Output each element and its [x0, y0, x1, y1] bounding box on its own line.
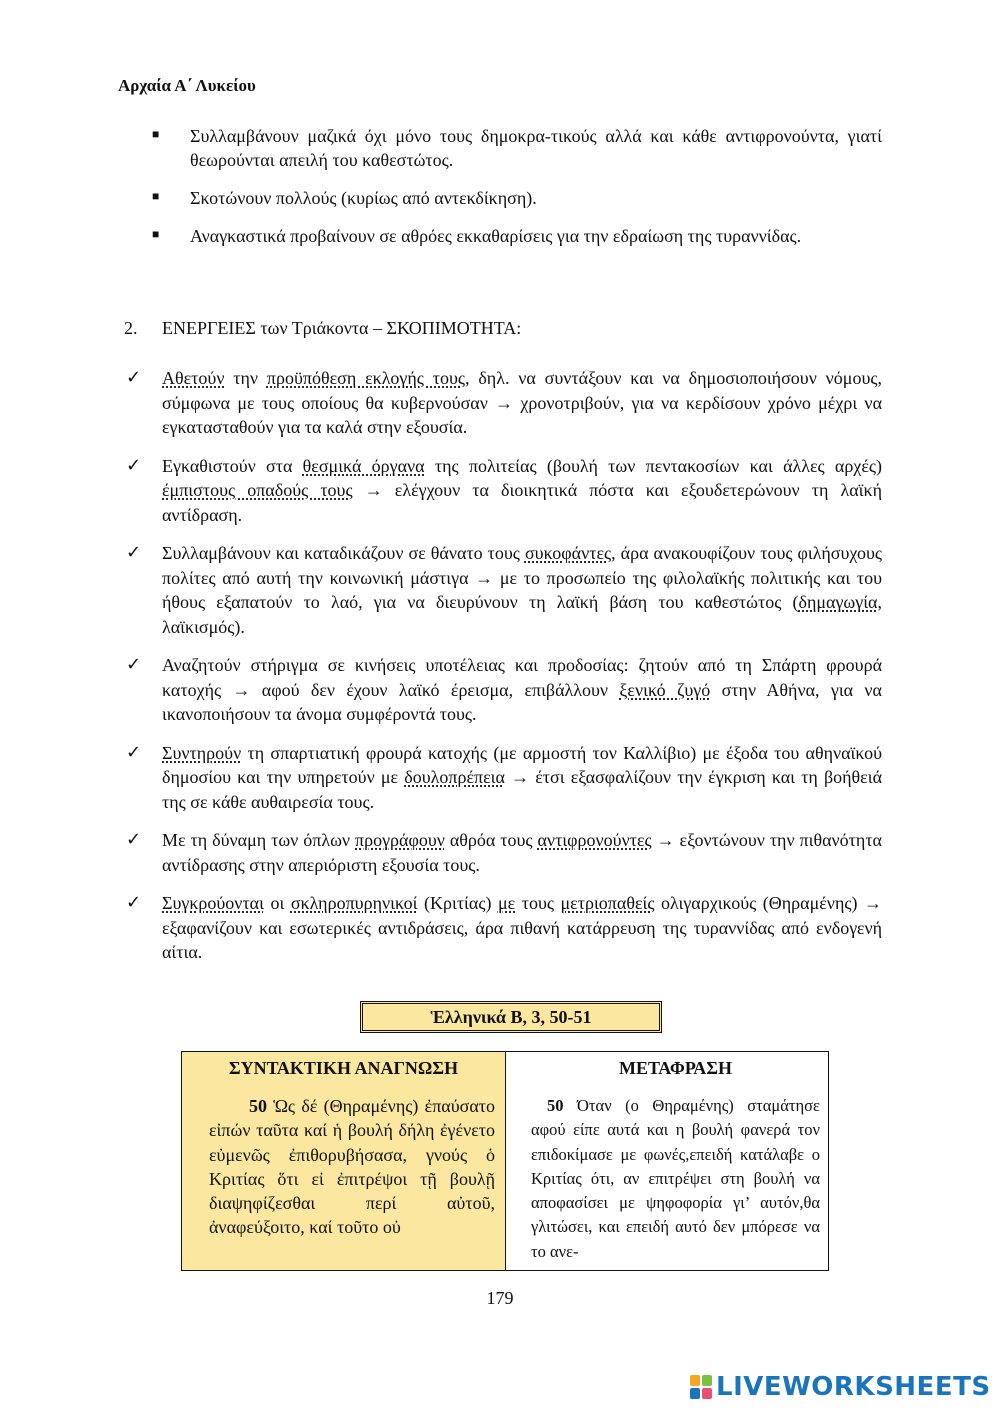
translation-text-body: Όταν (ο Θηραμένης) σταμάτησε αφού είπε αυτά και η βουλή φανερά τον επιδοκίμασε με φωνές,επειδή κατάλαβε ο Κριτίας ότι, αν επιτρέψει στη βουλή να αποφασίσει με ψηφοφορία γι’ αυτόν,θα γλιτώσει, και επειδή αυτό δεν μπόρεσε να το ανε- [531, 1096, 820, 1261]
underlined-term: μετριοπαθείς [560, 893, 655, 913]
translation-table [181, 1051, 829, 1271]
list-item [152, 224, 882, 248]
checkmark-icon: ✓ [126, 892, 142, 913]
underlined-term: Συντηρούν [162, 742, 242, 763]
logo-square [702, 1375, 712, 1386]
list-item [126, 653, 882, 727]
list-item-text [162, 741, 882, 815]
list-item [152, 124, 882, 172]
translation-column [506, 1052, 828, 1270]
text-segment: , άρα ανακουφίζουν τους φιλήσυχους πολίτες από αυτή την κοινωνική μάστιγα → με το προσωπείο της φιλολαϊκής πολιτικής και του ήθους εξαπατούν το λαό, για να διευρύνουν τη λαϊκή βάση του καθεστώτος ( [162, 543, 882, 612]
checkmark-icon: ✓ [126, 542, 142, 563]
list-item-text [162, 828, 882, 877]
text-segment: , λαϊκισμός). [162, 592, 882, 637]
right-column-header: ΜΕΤΑΦΡΑΣΗ [619, 1058, 732, 1078]
list-item [126, 741, 882, 815]
underlined-term: δημαγωγία [798, 592, 878, 612]
logo-square [702, 1388, 712, 1399]
text-segment: → εξοντώνουν την πιθανότητα αντίδρασης στην απεριόριστη εξουσία τους. [162, 830, 882, 875]
list-item [152, 186, 882, 210]
underlined-term: ξενικό ζυγό [619, 679, 711, 700]
text-segment: Εγκαθιστούν στα [162, 455, 303, 476]
text-segment: ολιγαρχικούς (Θηραμένης) → εξαφανίζουν και εσωτερικές αντιδράσεις, άρα πιθανή κατάρρευση της τυραννίδας από ενδογενή αίτια. [162, 893, 883, 962]
ancient-text-body: Ὡς δέ (Θηραμένης) ἐπαύσατο εἰπών ταῦτα καί ἡ βουλή δήλη ἐγένετο εὐμενῶς ἐπιθορυβήσασα, γνούς ὁ Κριτίας ὅτι εἰ ἐπιτρέψοι τῇ βουλῇ διαψηφίζεσθαι περί αὐτοῦ, ἀναφεύξοιτο, καί τοῦτο οὐ [209, 1096, 495, 1238]
checkmark-list [126, 366, 882, 979]
square-bullet-icon: ■ [152, 189, 160, 203]
page-header: Αρχαία Α΄ Λυκείου [118, 76, 256, 95]
checkmark-icon: ✓ [126, 367, 142, 388]
logo-square [690, 1388, 700, 1399]
list-item [126, 366, 882, 440]
underlined-term: συκοφάντες [524, 543, 612, 563]
text-segment: Αναζητούν στήριγμα σε κινήσεις υποτέλειας και προδοσίας: ζητούν από τη Σπάρτη φρουρά κατοχής → αφού δεν έχουν λαϊκό έρεισμα, επιβάλλουν [162, 655, 882, 700]
text-segment: → ελέγχουν τα διοικητικά πόστα και εξουδετερώνουν τη λαϊκή αντίδραση. [162, 480, 882, 525]
checkmark-icon: ✓ [126, 741, 142, 763]
square-bullet-icon: ■ [152, 227, 160, 241]
text-segment: , δηλ. να συντάξουν και να δημοσιοποιήσουν νόμους, σύμφωνα με τους οποίους θα κυβερνούσαν → χρονοτριβούν, για να κερδίσουν χρόνο μέχρι να εγκατασταθούν για τα καλά στην εξουσία. [162, 368, 882, 437]
brand-name: LIVEWORKSHEETS [716, 1372, 991, 1402]
list-item [126, 891, 882, 965]
square-bullet-icon: ■ [152, 127, 160, 141]
underlined-term: έμπιστους οπαδούς τους [162, 480, 353, 500]
text-segment: → έτσι εξασφαλίζουν την έγκριση και τη βοήθειά της σε κάθε αυθαιρεσία τους. [162, 767, 883, 812]
section-heading [124, 318, 521, 339]
underlined-term: Συγκρούονται [162, 893, 264, 913]
text-segment: οι [263, 893, 291, 913]
syntactic-reading-column [182, 1052, 506, 1270]
page-number: 179 [486, 1288, 514, 1308]
checkmark-icon: ✓ [126, 829, 142, 850]
underlined-term: Αθετούν [162, 368, 225, 388]
underlined-term: σκληροπυρηνικοί [290, 893, 418, 913]
list-item-text [162, 454, 882, 528]
section-number: 2. [124, 318, 138, 338]
translation-text [531, 1094, 820, 1264]
list-item [126, 828, 882, 877]
underlined-term: με [497, 893, 516, 913]
text-segment: στην Αθήνα, για να ικανοποιήσουν τα άνομα συμφέροντά τους. [162, 679, 882, 724]
logo-square [690, 1375, 700, 1386]
list-item-text [162, 366, 882, 440]
list-item-text [162, 541, 882, 639]
text-segment: τους [515, 893, 561, 913]
list-item-text: Σκοτώνουν πολλούς (κυρίως από αντεκδίκηση). [190, 188, 537, 208]
underlined-term: αντιφρονούντες [537, 830, 652, 850]
list-item-text: Συλλαμβάνουν μαζικά όχι μόνο τους δημοκρα-τικούς αλλά και κάθε αντιφρονούντα, γιατί θεωρούνται απειλή του καθεστώτος. [190, 126, 882, 170]
square-bullet-list [152, 124, 882, 262]
checkmark-icon: ✓ [126, 654, 142, 675]
list-item-text [162, 653, 882, 727]
text-segment: Συλλαμβάνουν και καταδικάζουν σε θάνατο τους [162, 543, 525, 563]
checkmark-icon: ✓ [126, 454, 142, 476]
text-segment: της πολιτείας (βουλή των πεντακοσίων και άλλες αρχές) [424, 455, 882, 476]
paragraph-number: 50 [547, 1096, 564, 1115]
ancient-text [209, 1094, 495, 1240]
left-column-header: ΣΥΝΤΑΚΤΙΚΗ ΑΝΑΓΝΩΣΗ [228, 1058, 459, 1078]
text-segment: Με τη δύναμη των όπλων [162, 830, 356, 850]
text-segment: αθρόα τους [444, 830, 538, 850]
underlined-term: δουλοπρέπεια [404, 767, 505, 787]
section-title: ΕΝΕΡΓΕΙΕΣ των Τριάκοντα – ΣΚΟΠΙΜΟΤΗΤΑ: [162, 318, 522, 338]
list-item-text: Αναγκαστικά προβαίνουν σε αθρόες εκκαθαρίσεις για την εδραίωση της τυραννίδας. [190, 226, 802, 246]
text-segment: (Κριτίας) [417, 893, 498, 913]
list-item [126, 454, 882, 528]
paragraph-number: 50 [249, 1096, 267, 1116]
text-segment: τη σπαρτιατική φρουρά κατοχής (με αρμοστή τον Καλλίβιο) με έξοδα του αθηναϊκού δημοσίου και την υπηρετούν με [162, 742, 882, 787]
text-segment: την [224, 368, 267, 388]
text-source-title: Ἑλληνικά Β, 3, 50-51 [360, 1001, 662, 1033]
list-item [126, 541, 882, 639]
underlined-term: προϋπόθεση εκλογής τους [266, 368, 466, 388]
underlined-term: προγράφουν [355, 830, 445, 850]
liveworksheets-logo-icon [690, 1375, 712, 1399]
liveworksheets-brand[interactable] [690, 1372, 991, 1402]
underlined-term: θεσμικά όργανα [302, 455, 425, 476]
list-item-text [162, 891, 882, 965]
